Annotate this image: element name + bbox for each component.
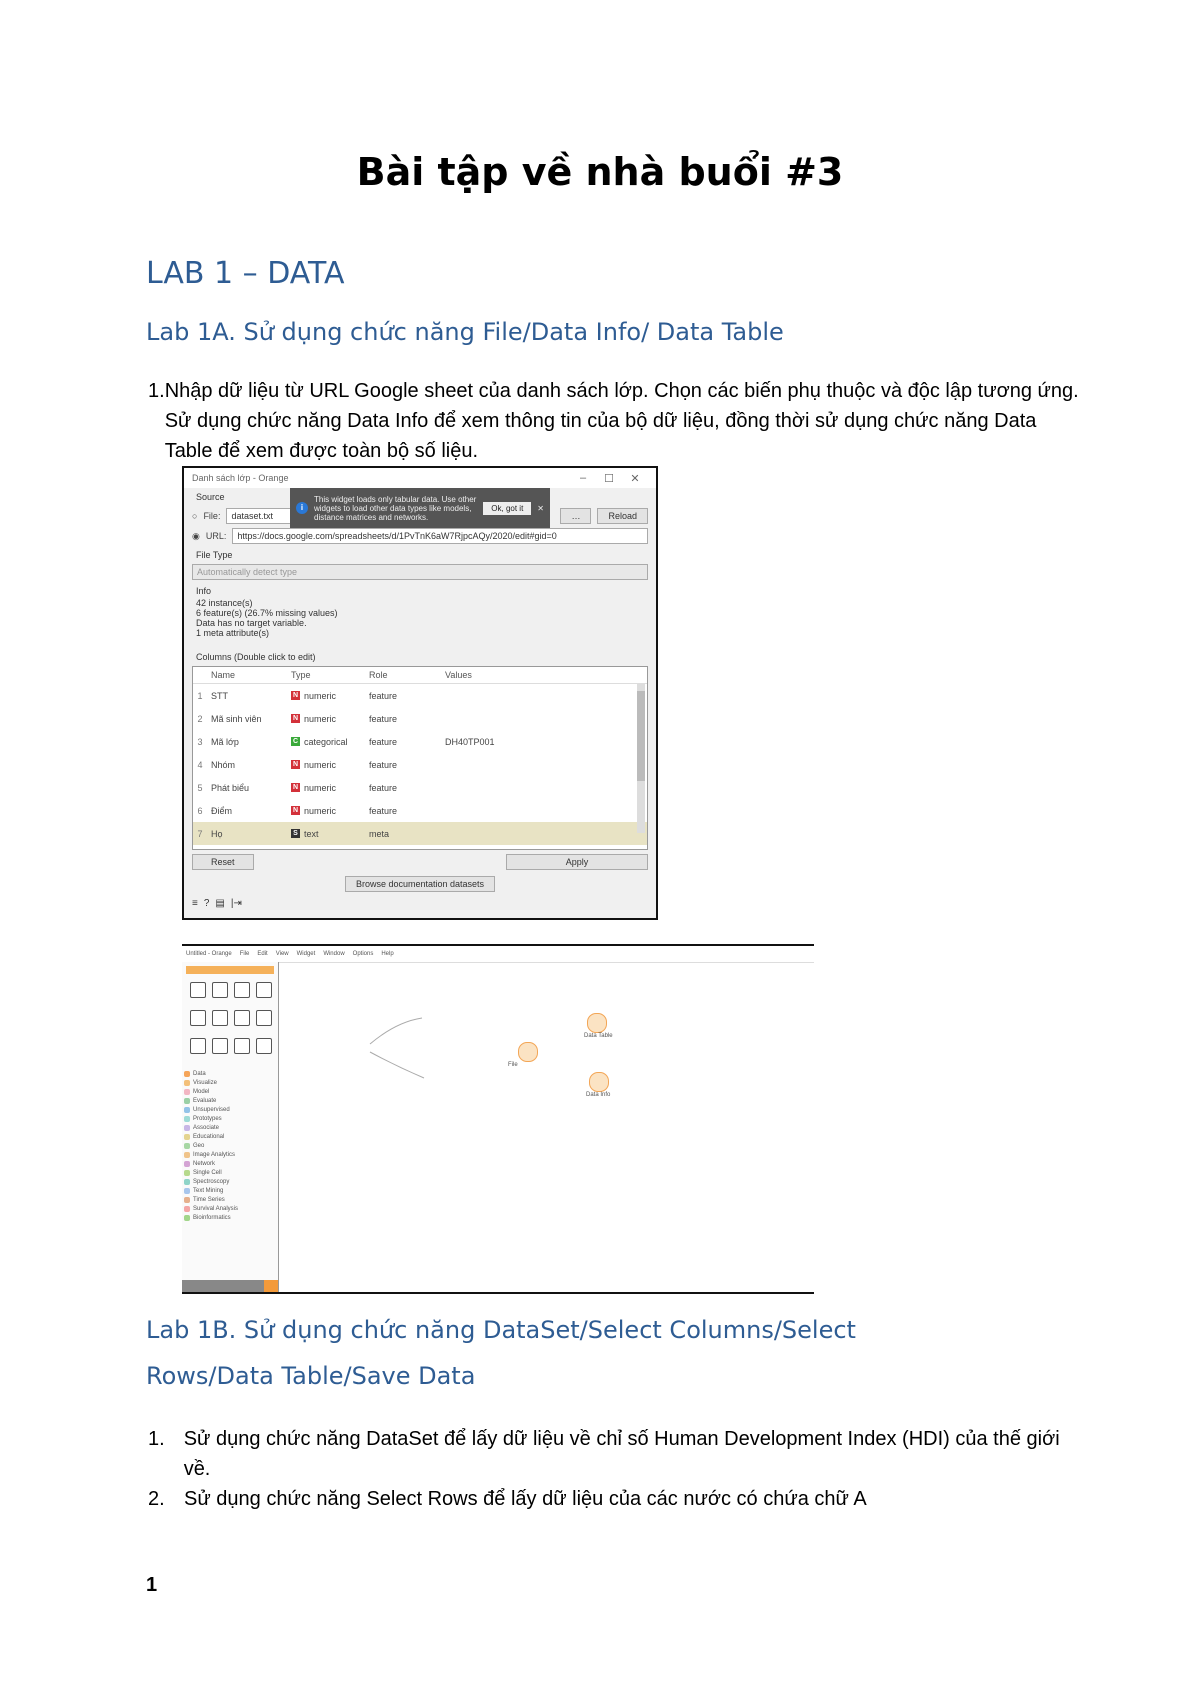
- maximize-icon[interactable]: ☐: [604, 472, 614, 485]
- list-item: Sử dụng chức năng Select Rows để lấy dữ liệu của các nước có chứa chữ A: [184, 1488, 867, 1510]
- minimize-icon[interactable]: –: [579, 472, 587, 484]
- lab1a-list: [148, 376, 1084, 466]
- category-icon: [184, 1134, 190, 1140]
- type-label: categorical: [304, 736, 348, 747]
- menu-item[interactable]: Help: [381, 951, 394, 957]
- toolbox-category[interactable]: [184, 1169, 272, 1176]
- footer-accent: [264, 1280, 278, 1292]
- column-name: Nhóm: [211, 759, 236, 770]
- toolbox-category[interactable]: [184, 1187, 272, 1194]
- column-role[interactable]: feature: [369, 736, 398, 747]
- category-label: Evaluate: [193, 1097, 217, 1104]
- category-label: Unsupervised: [193, 1106, 230, 1113]
- file-label: File:: [203, 511, 221, 521]
- column-type[interactable]: [291, 760, 369, 770]
- table-row[interactable]: [193, 822, 647, 845]
- category-icon: [184, 1098, 190, 1104]
- browse-row: [192, 876, 648, 892]
- info-label: Info: [196, 586, 212, 596]
- table-row[interactable]: [193, 799, 647, 822]
- reset-button[interactable]: Reset: [192, 854, 254, 870]
- column-name: Điểm: [211, 805, 233, 816]
- lab1b-heading-line2: Rows/Data Table/Save Data: [146, 1362, 476, 1390]
- category-icon: [184, 1107, 190, 1113]
- lab1-heading: LAB 1 – DATA: [146, 256, 345, 291]
- columns-table: [192, 666, 648, 850]
- category-label: Text Mining: [193, 1187, 224, 1194]
- category-label: Spectroscopy: [193, 1178, 230, 1185]
- column-role[interactable]: feature: [369, 713, 398, 724]
- link-file-datatable: [370, 1018, 422, 1044]
- toolbox-category[interactable]: [184, 1133, 272, 1140]
- category-label: Geo: [193, 1142, 205, 1149]
- row-index: 1: [197, 690, 203, 701]
- info-popup: [290, 488, 550, 528]
- column-header: Type: [291, 670, 311, 680]
- url-row: [192, 528, 648, 544]
- menu-item[interactable]: Options: [352, 951, 374, 957]
- category-label: Network: [193, 1160, 216, 1167]
- browse-button[interactable]: …: [560, 508, 591, 524]
- menu-item[interactable]: Widget: [296, 951, 316, 957]
- row-index: 2: [197, 713, 203, 724]
- column-type[interactable]: [291, 691, 369, 701]
- toolbox-category[interactable]: [184, 1079, 272, 1086]
- widget-tool-icon[interactable]: [212, 1038, 228, 1054]
- toolbox-category[interactable]: [184, 1151, 272, 1158]
- page-title: Bài tập về nhà buổi #3: [356, 150, 844, 194]
- toolbox-category[interactable]: [184, 1124, 272, 1131]
- row-index: 5: [197, 782, 203, 793]
- category-icon: [184, 1071, 190, 1077]
- window-title: Danh sách lớp - Orange: [192, 473, 289, 483]
- row-index: 6: [197, 805, 203, 816]
- category-label: Survival Analysis: [193, 1205, 239, 1212]
- lab1b-item-2: [148, 1484, 1084, 1514]
- category-icon: [184, 1125, 190, 1131]
- column-type[interactable]: [291, 783, 369, 793]
- data-info-node[interactable]: [589, 1072, 609, 1092]
- lab1b-item-1: [148, 1424, 1084, 1484]
- category-label: Data: [193, 1070, 206, 1077]
- row-index: 7: [197, 828, 203, 839]
- type-icon: N: [292, 807, 299, 814]
- toolbox-category[interactable]: [184, 1214, 272, 1221]
- toolbox-category[interactable]: [184, 1097, 272, 1104]
- list-number: 2.: [148, 1488, 165, 1510]
- workflow-canvas: [278, 962, 814, 1290]
- orange-canvas-screenshot: [182, 944, 814, 1294]
- lab1a-heading: Lab 1A. Sử dụng chức năng File/Data Info/ Data Table: [146, 318, 784, 346]
- category-label: Visualize: [193, 1079, 217, 1086]
- list-number: 1.: [148, 380, 165, 402]
- toolbox-search[interactable]: [186, 966, 274, 974]
- popup-close-icon[interactable]: ✕: [537, 503, 544, 513]
- menu-bar: [182, 946, 814, 963]
- info-line: 42 instance(s): [196, 598, 253, 608]
- type-label: numeric: [304, 713, 337, 724]
- widget-tool-icon[interactable]: [234, 1038, 250, 1054]
- column-role[interactable]: feature: [369, 759, 398, 770]
- category-icon: [184, 1116, 190, 1122]
- column-name: STT: [211, 690, 228, 701]
- widget-tool-icon[interactable]: [234, 982, 250, 998]
- file-type-label: File Type: [196, 550, 233, 560]
- columns-header: [193, 667, 647, 684]
- widget-tool-icon[interactable]: [256, 1010, 272, 1026]
- widget-tool-icon[interactable]: [190, 1010, 206, 1026]
- list-number: 1.: [148, 1428, 165, 1450]
- report-icon[interactable]: ▤: [215, 898, 225, 909]
- info-icon: i: [296, 502, 308, 514]
- table-row[interactable]: [193, 753, 647, 776]
- link-file-datainfo: [370, 1052, 424, 1078]
- toolbox-category[interactable]: [184, 1205, 272, 1212]
- toolbox-category[interactable]: [184, 1088, 272, 1095]
- file-field[interactable]: dataset.txt: [226, 508, 296, 524]
- type-icon: N: [292, 761, 299, 768]
- scrollbar-thumb[interactable]: [637, 691, 645, 781]
- column-name: Mã sinh viên: [211, 713, 262, 724]
- type-icon: N: [292, 692, 299, 699]
- column-header: Name: [211, 670, 236, 680]
- column-type[interactable]: [291, 737, 369, 747]
- toolbox-category[interactable]: [184, 1196, 272, 1203]
- help-icon[interactable]: ?: [203, 898, 210, 909]
- row-index: 4: [197, 759, 203, 770]
- widget-tool-icon[interactable]: [256, 982, 272, 998]
- widget-tool-icon[interactable]: [234, 1010, 250, 1026]
- output-icon[interactable]: |⇥: [230, 898, 242, 909]
- menu-icon[interactable]: ≡: [192, 898, 198, 909]
- category-icon: [184, 1215, 190, 1221]
- category-icon: [184, 1089, 190, 1095]
- type-label: text: [304, 828, 319, 839]
- category-label: Bioinformatics: [193, 1214, 231, 1221]
- page-number: 1: [146, 1574, 158, 1596]
- toolbox-category[interactable]: [184, 1106, 272, 1113]
- type-label: numeric: [304, 690, 337, 701]
- category-icon: [184, 1179, 190, 1185]
- category-label: Educational: [193, 1133, 225, 1140]
- menu-item[interactable]: File: [239, 951, 250, 957]
- column-header: Values: [445, 670, 472, 680]
- menu-item[interactable]: Window: [323, 951, 345, 957]
- category-label: Image Analytics: [193, 1151, 236, 1158]
- widget-tool-icon[interactable]: [256, 1038, 272, 1054]
- file-node[interactable]: [518, 1042, 538, 1062]
- type-label: numeric: [304, 805, 337, 816]
- category-icon: [184, 1206, 190, 1212]
- column-role[interactable]: feature: [369, 690, 398, 701]
- column-name: Phát biểu: [211, 782, 250, 793]
- file-radio[interactable]: ○: [192, 511, 198, 521]
- node-label: File: [508, 1062, 518, 1068]
- column-name: Mã lớp: [211, 736, 239, 747]
- toolbox-footer: [182, 1280, 278, 1292]
- table-row[interactable]: [193, 776, 647, 799]
- list-item: Nhập dữ liệu từ URL Google sheet của danh sách lớp. Chọn các biến phụ thuộc và độc lập tương ứng. Sử dụng chức năng Data Info để xem thông tin của bộ dữ liệu, đồng thời sử dụng chức năng Data Table để xem được toàn bộ số liệu.: [164, 380, 1079, 462]
- button-row: [192, 854, 648, 870]
- list-item: Sử dụng chức năng DataSet để lấy dữ liệu về chỉ số Human Development Index (HDI) của thế giới về.: [183, 1428, 1060, 1480]
- toolbox-category[interactable]: [184, 1115, 272, 1122]
- lab1b-heading-line1: Lab 1B. Sử dụng chức năng DataSet/Select Columns/Select: [146, 1316, 856, 1344]
- file-type-row: [192, 564, 648, 580]
- row-index: 3: [197, 736, 203, 747]
- widget-tool-icon[interactable]: [212, 1010, 228, 1026]
- category-icon: [184, 1188, 190, 1194]
- columns-scrollbar[interactable]: [637, 683, 645, 833]
- widget-tool-icon[interactable]: [190, 1038, 206, 1054]
- type-icon: N: [292, 784, 299, 791]
- toolbox-category[interactable]: [184, 1070, 272, 1077]
- toolbox-category[interactable]: [184, 1160, 272, 1167]
- file-type-select[interactable]: Automatically detect type: [192, 564, 648, 580]
- column-type[interactable]: [291, 829, 369, 839]
- info-line: 1 meta attribute(s): [196, 628, 270, 638]
- widget-tool-icon[interactable]: [190, 982, 206, 998]
- menu-item[interactable]: View: [275, 951, 289, 957]
- type-label: numeric: [304, 782, 337, 793]
- category-label: Single Cell: [193, 1169, 222, 1176]
- type-icon: S: [291, 829, 300, 838]
- popup-message: This widget loads only tabular data. Use other widgets to load other data types like models, distance matrices and networks.: [314, 494, 477, 522]
- category-label: Associate: [193, 1124, 220, 1131]
- toolbox-category[interactable]: [184, 1142, 272, 1149]
- status-bar: [192, 898, 648, 909]
- column-type[interactable]: [291, 806, 369, 816]
- node-label: Data Table: [584, 1033, 613, 1039]
- url-label: URL:: [205, 531, 227, 541]
- category-icon: [184, 1170, 190, 1176]
- column-rows: [193, 684, 647, 845]
- type-icon: C: [292, 738, 299, 745]
- app-title: Untitled - Orange: [186, 951, 232, 957]
- close-icon[interactable]: ✕: [630, 472, 640, 485]
- reload-button[interactable]: Reload: [597, 508, 648, 524]
- node-label: Data Info: [586, 1092, 611, 1098]
- category-icon: [184, 1080, 190, 1086]
- url-radio[interactable]: ◉: [192, 530, 200, 541]
- category-label: Time Series: [193, 1196, 225, 1203]
- table-row[interactable]: [193, 684, 647, 707]
- window-titlebar: [184, 468, 656, 488]
- column-role[interactable]: feature: [369, 782, 398, 793]
- column-values: DH40TP001: [445, 736, 495, 747]
- column-header: Role: [369, 670, 388, 680]
- category-label: Prototypes: [193, 1115, 222, 1122]
- browse-datasets-button[interactable]: Browse documentation datasets: [345, 876, 495, 892]
- widget-toolbox: [182, 962, 279, 1292]
- source-label: Source: [196, 492, 225, 502]
- url-field[interactable]: https://docs.google.com/spreadsheets/d/1PvTnK6aW7RjpcAQy/2020/edit#gid=0: [232, 528, 648, 544]
- column-name: Họ: [211, 828, 223, 839]
- info-text: [196, 598, 338, 638]
- table-row[interactable]: [193, 730, 647, 753]
- table-row[interactable]: [193, 707, 647, 730]
- category-icon: [184, 1152, 190, 1158]
- column-role[interactable]: feature: [369, 805, 398, 816]
- data-table-node[interactable]: [587, 1013, 607, 1033]
- apply-button[interactable]: Apply: [506, 854, 648, 870]
- category-icon: [184, 1143, 190, 1149]
- info-line: 6 feature(s) (26.7% missing values): [196, 608, 338, 618]
- type-label: numeric: [304, 759, 337, 770]
- toolbox-category[interactable]: [184, 1178, 272, 1185]
- info-line: Data has no target variable.: [196, 618, 307, 628]
- columns-label: Columns (Double click to edit): [196, 652, 316, 662]
- column-type[interactable]: [291, 714, 369, 724]
- menu-item[interactable]: Edit: [257, 951, 268, 957]
- popup-ok-button[interactable]: Ok, got it: [483, 502, 531, 515]
- widget-tool-icon[interactable]: [212, 982, 228, 998]
- category-icon: [184, 1161, 190, 1167]
- file-widget-screenshot: [182, 466, 658, 920]
- category-label: Model: [193, 1088, 210, 1095]
- category-icon: [184, 1197, 190, 1203]
- type-icon: N: [292, 715, 299, 722]
- column-role[interactable]: meta: [369, 828, 390, 839]
